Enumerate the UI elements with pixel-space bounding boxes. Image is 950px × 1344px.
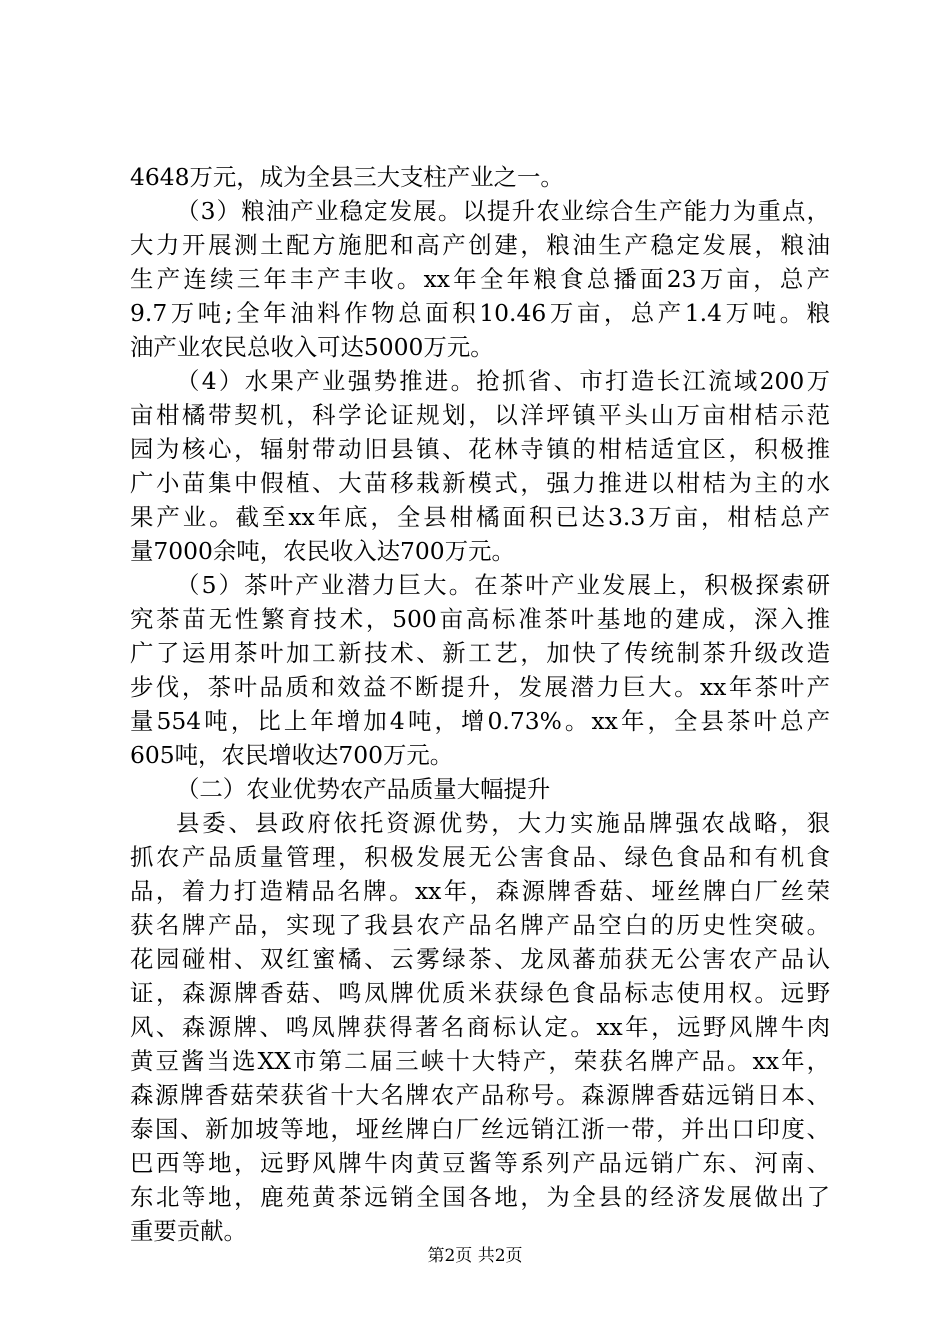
text-line: （4）水果产业强势推进。抢抓省、市打造长江流域200万: [176, 367, 830, 395]
text-line: 重要贡献。: [130, 1217, 247, 1245]
text-line: 605吨，农民增收达700万元。: [130, 741, 454, 769]
text-line: 广小苗集中假植、大苗移栽新模式，强力推进以柑桔为主的水: [130, 469, 830, 497]
text-line: 果产业。截至xx年底，全县柑橘面积已达3.3万亩，柑桔总产: [130, 503, 830, 531]
text-line: 步伐，茶叶品质和效益不断提升，发展潜力巨大。xx年茶叶产: [130, 673, 830, 701]
text-line: 生产连续三年丰产丰收。xx年全年粮食总播面23万亩，总产: [130, 265, 830, 293]
text-line: 风、森源牌、鸣凤牌获得著名商标认定。xx年，远野风牌牛肉: [130, 1013, 830, 1041]
text-line: 县委、县政府依托资源优势，大力实施品牌强农战略，狠: [176, 809, 830, 837]
text-line: 获名牌产品，实现了我县农产品名牌产品空白的历史性突破。: [130, 911, 830, 939]
text-line: 泰国、新加坡等地，垭丝牌白厂丝远销江浙一带，并出口印度、: [130, 1115, 830, 1143]
text-line: （5）茶叶产业潜力巨大。在茶叶产业发展上，积极探索研: [176, 571, 830, 599]
text-line: 证，森源牌香菇、鸣凤牌优质米获绿色食品标志使用权。远野: [130, 979, 830, 1007]
text-line: 园为核心，辐射带动旧县镇、花林寺镇的柑桔适宜区，积极推: [130, 435, 830, 463]
text-line: 究茶苗无性繁育技术，500亩高标准茶叶基地的建成，深入推: [130, 605, 830, 633]
text-line: 广了运用茶叶加工新技术、新工艺，加快了传统制茶升级改造: [130, 639, 830, 667]
text-line: 花园碰柑、双红蜜橘、云雾绿茶、龙凤蕃茄获无公害农产品认: [130, 945, 830, 973]
text-line: （3）粮油产业稳定发展。以提升农业综合生产能力为重点，: [176, 197, 830, 225]
text-line: 森源牌香菇荣获省十大名牌农产品称号。森源牌香菇远销日本、: [130, 1081, 830, 1109]
text-line: 4648万元，成为全县三大支柱产业之一。: [130, 163, 564, 191]
text-line: 油产业农民总收入可达5000万元。: [130, 333, 494, 361]
text-line: 量7000余吨，农民收入达700万元。: [130, 537, 515, 565]
text-line: 大力开展测土配方施肥和高产创建，粮油生产稳定发展，粮油: [130, 231, 830, 259]
text-line: 量554吨，比上年增加4吨，增0.73%。xx年，全县茶叶总产: [130, 707, 830, 735]
text-line: 抓农产品质量管理，积极发展无公害食品、绿色食品和有机食: [130, 843, 830, 871]
text-line: 品，着力打造精品名牌。xx年，森源牌香菇、垭丝牌白厂丝荣: [130, 877, 830, 905]
text-line: 黄豆酱当选XX市第二届三峡十大特产，荣获名牌产品。xx年，: [130, 1047, 830, 1075]
section-heading: （二）农业优势农产品质量大幅提升: [176, 775, 551, 803]
text-line: 9.7万吨;全年油料作物总面积10.46万亩，总产1.4万吨。粮: [130, 299, 830, 327]
page-footer: 第2页 共2页: [427, 1246, 523, 1266]
text-line: 东北等地，鹿苑黄茶远销全国各地，为全县的经济发展做出了: [130, 1183, 830, 1211]
text-line: 亩柑橘带契机，科学论证规划，以洋坪镇平头山万亩柑桔示范: [130, 401, 830, 429]
text-line: 巴西等地，远野风牌牛肉黄豆酱等系列产品远销广东、河南、: [130, 1149, 830, 1177]
